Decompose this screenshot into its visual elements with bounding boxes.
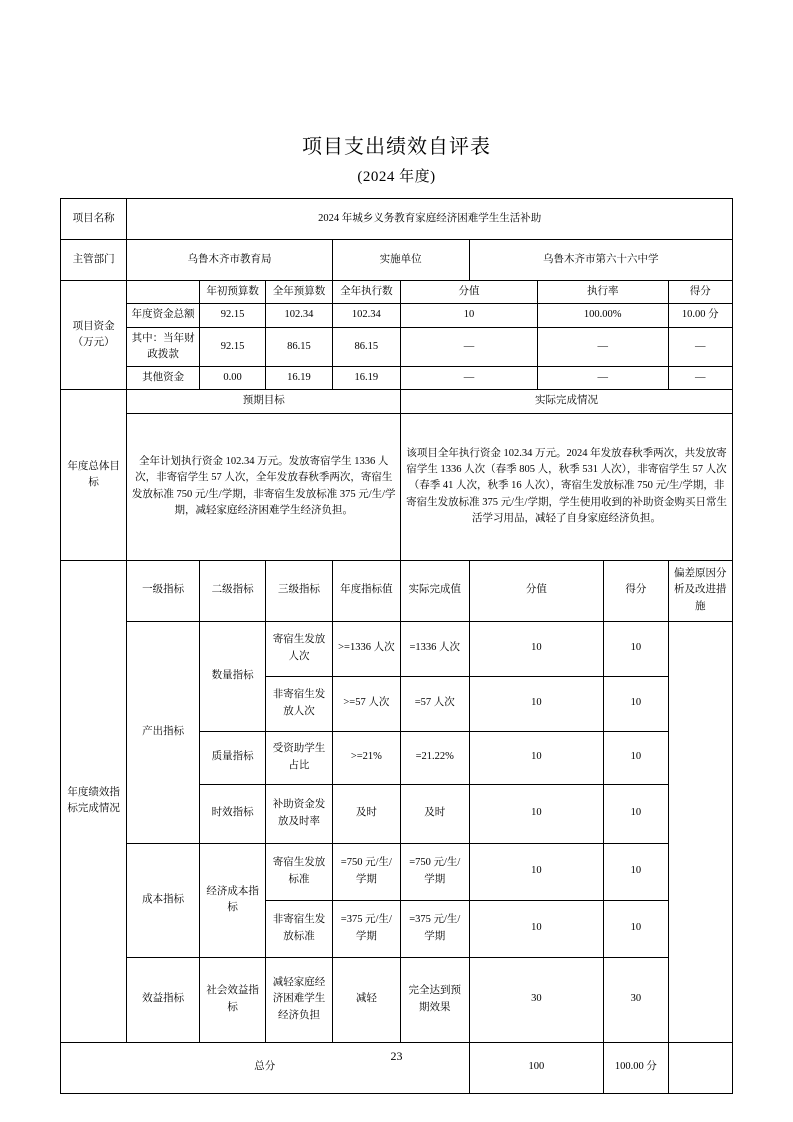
perf-header-6: 得分 [604, 560, 668, 621]
perf-target-4: =750 元/生/学期 [332, 843, 400, 900]
unit-label: 实施单位 [332, 240, 469, 281]
project-name-label: 项目名称 [61, 199, 127, 240]
perf-header-7: 偏差原因分析及改进措施 [668, 560, 732, 621]
perf-actual-0: =1336 人次 [401, 621, 469, 676]
funds-row-1-point: — [668, 327, 732, 367]
funds-header-2: 全年执行数 [332, 281, 400, 304]
perf-note [668, 621, 732, 1042]
perf-header-2: 三级指标 [266, 560, 332, 621]
perf-level3-3: 补助资金发放及时率 [266, 784, 332, 843]
perf-level3-1: 非寄宿生发放人次 [266, 676, 332, 731]
perf-level2-4: 社会效益指标 [199, 957, 265, 1042]
department-value: 乌鲁木齐市教育局 [127, 240, 332, 281]
perf-actual-4: =750 元/生/学期 [401, 843, 469, 900]
perf-point-1: 10 [604, 676, 668, 731]
performance-self-evaluation-table [60, 198, 733, 1094]
funds-row-1-c3: 86.15 [332, 327, 400, 367]
funds-row-2-point: — [668, 367, 732, 390]
perf-row-label: 年度绩效指标完成情况 [61, 560, 127, 1042]
perf-point-5: 10 [604, 900, 668, 957]
perf-level2-0: 数量指标 [199, 621, 265, 731]
funds-row-1-score: — [401, 327, 538, 367]
funds-row-name-0: 年度资金总额 [127, 304, 200, 327]
funds-row-2-score: — [401, 367, 538, 390]
funds-header-4: 执行率 [537, 281, 668, 304]
table-row-perf-4 [61, 843, 733, 900]
perf-point-0: 10 [604, 621, 668, 676]
table-row-funds-total [61, 304, 733, 327]
perf-point-6: 30 [604, 957, 668, 1042]
perf-level2-3: 经济成本指标 [199, 843, 265, 957]
table-row-goals-header [61, 390, 733, 413]
perf-score-6: 30 [469, 957, 604, 1042]
perf-actual-3: 及时 [401, 784, 469, 843]
page-subtitle: (2024 年度) [357, 169, 436, 185]
perf-level1-2: 效益指标 [127, 957, 200, 1042]
department-label: 主管部门 [61, 240, 127, 281]
perf-actual-6: 完全达到预期效果 [401, 957, 469, 1042]
table-row-project-name [61, 199, 733, 240]
funds-row-2-c1: 0.00 [199, 367, 265, 390]
funds-row-1-c1: 92.15 [199, 327, 265, 367]
total-point: 100.00 分 [604, 1042, 668, 1093]
perf-target-5: =375 元/生/学期 [332, 900, 400, 957]
table-row-perf-0 [61, 621, 733, 676]
perf-level3-0: 寄宿生发放人次 [266, 621, 332, 676]
funds-row-2-rate: — [537, 367, 668, 390]
funds-row-name-2: 其他资金 [127, 367, 200, 390]
perf-point-4: 10 [604, 843, 668, 900]
goals-expected-text: 全年计划执行资金 102.34 万元。发放寄宿学生 1336 人次，非寄宿学生 57 人次，全年发放春秋季两次，寄宿生发放标准 750 元/生/学期，非寄宿生发放标准 375 元/生/学期，减轻家庭经济困难学生经济负担。 [127, 413, 401, 560]
perf-score-2: 10 [469, 731, 604, 784]
funds-row-1-rate: — [537, 327, 668, 367]
goals-actual-text: 该项目全年执行资金 102.34 万元。2024 年发放春秋季两次，共发放寄宿学生 1336 人次（春季 805 人，秋季 531 人次），非寄宿学生 57 人次（春季 41 人次，秋季 16 人次），寄宿生发放标准 750 元/生/学期，非寄宿生发放标准 375 元/生/学期，学生使用收到的补助资金购买日常生活学习用品，减轻了自身家庭经济负担。 [401, 413, 733, 560]
goals-actual-header: 实际完成情况 [401, 390, 733, 413]
perf-point-3: 10 [604, 784, 668, 843]
perf-score-4: 10 [469, 843, 604, 900]
perf-level3-4: 寄宿生发放标准 [266, 843, 332, 900]
funds-row-0-c2: 102.34 [266, 304, 332, 327]
perf-point-2: 10 [604, 731, 668, 784]
funds-row-name-1: 其中：当年财政拨款 [127, 327, 200, 367]
funds-header-0: 年初预算数 [199, 281, 265, 304]
funds-header-1: 全年预算数 [266, 281, 332, 304]
perf-level2-1: 质量指标 [199, 731, 265, 784]
perf-header-1: 二级指标 [199, 560, 265, 621]
table-row-perf-6 [61, 957, 733, 1042]
funds-row-2-c2: 16.19 [266, 367, 332, 390]
table-row-department [61, 240, 733, 281]
funds-row-0-rate: 100.00% [537, 304, 668, 327]
perf-actual-2: =21.22% [401, 731, 469, 784]
goals-expected-header: 预期目标 [127, 390, 401, 413]
total-score: 100 [469, 1042, 604, 1093]
page-title: 项目支出绩效自评表 [302, 136, 491, 158]
perf-target-6: 减轻 [332, 957, 400, 1042]
perf-level1-0: 产出指标 [127, 621, 200, 843]
perf-level1-1: 成本指标 [127, 843, 200, 957]
funds-row-0-c3: 102.34 [332, 304, 400, 327]
perf-level3-2: 受资助学生占比 [266, 731, 332, 784]
perf-score-3: 10 [469, 784, 604, 843]
perf-header-5: 分值 [469, 560, 604, 621]
funds-header-3: 分值 [401, 281, 538, 304]
funds-row-0-c1: 92.15 [199, 304, 265, 327]
perf-level2-2: 时效指标 [199, 784, 265, 843]
page-number: 23 [390, 1049, 403, 1063]
perf-score-5: 10 [469, 900, 604, 957]
funds-row-0-score: 10 [401, 304, 538, 327]
table-row-perf-header [61, 560, 733, 621]
goals-row-label: 年度总体目标 [61, 390, 127, 560]
total-label: 总分 [61, 1042, 470, 1093]
table-row-funds-other [61, 367, 733, 390]
funds-row-label: 项目资金（万元） [61, 281, 127, 390]
table-row-funds-fiscal [61, 327, 733, 367]
perf-target-2: >=21% [332, 731, 400, 784]
table-row-goals-body [61, 413, 733, 560]
perf-score-1: 10 [469, 676, 604, 731]
perf-target-3: 及时 [332, 784, 400, 843]
unit-value: 乌鲁木齐市第六十六中学 [469, 240, 733, 281]
funds-header-5: 得分 [668, 281, 732, 304]
project-name-value: 2024 年城乡义务教育家庭经济困难学生生活补助 [127, 199, 733, 240]
funds-blank-cell [127, 281, 200, 304]
perf-actual-1: =57 人次 [401, 676, 469, 731]
table-row-funds-header [61, 281, 733, 304]
perf-score-0: 10 [469, 621, 604, 676]
perf-level3-6: 减轻家庭经济困难学生经济负担 [266, 957, 332, 1042]
perf-level3-5: 非寄宿生发放标准 [266, 900, 332, 957]
perf-header-4: 实际完成值 [401, 560, 469, 621]
perf-header-3: 年度指标值 [332, 560, 400, 621]
perf-header-0: 一级指标 [127, 560, 200, 621]
perf-target-0: >=1336 人次 [332, 621, 400, 676]
funds-row-0-point: 10.00 分 [668, 304, 732, 327]
perf-target-1: >=57 人次 [332, 676, 400, 731]
funds-row-1-c2: 86.15 [266, 327, 332, 367]
funds-row-2-c3: 16.19 [332, 367, 400, 390]
perf-actual-5: =375 元/生/学期 [401, 900, 469, 957]
